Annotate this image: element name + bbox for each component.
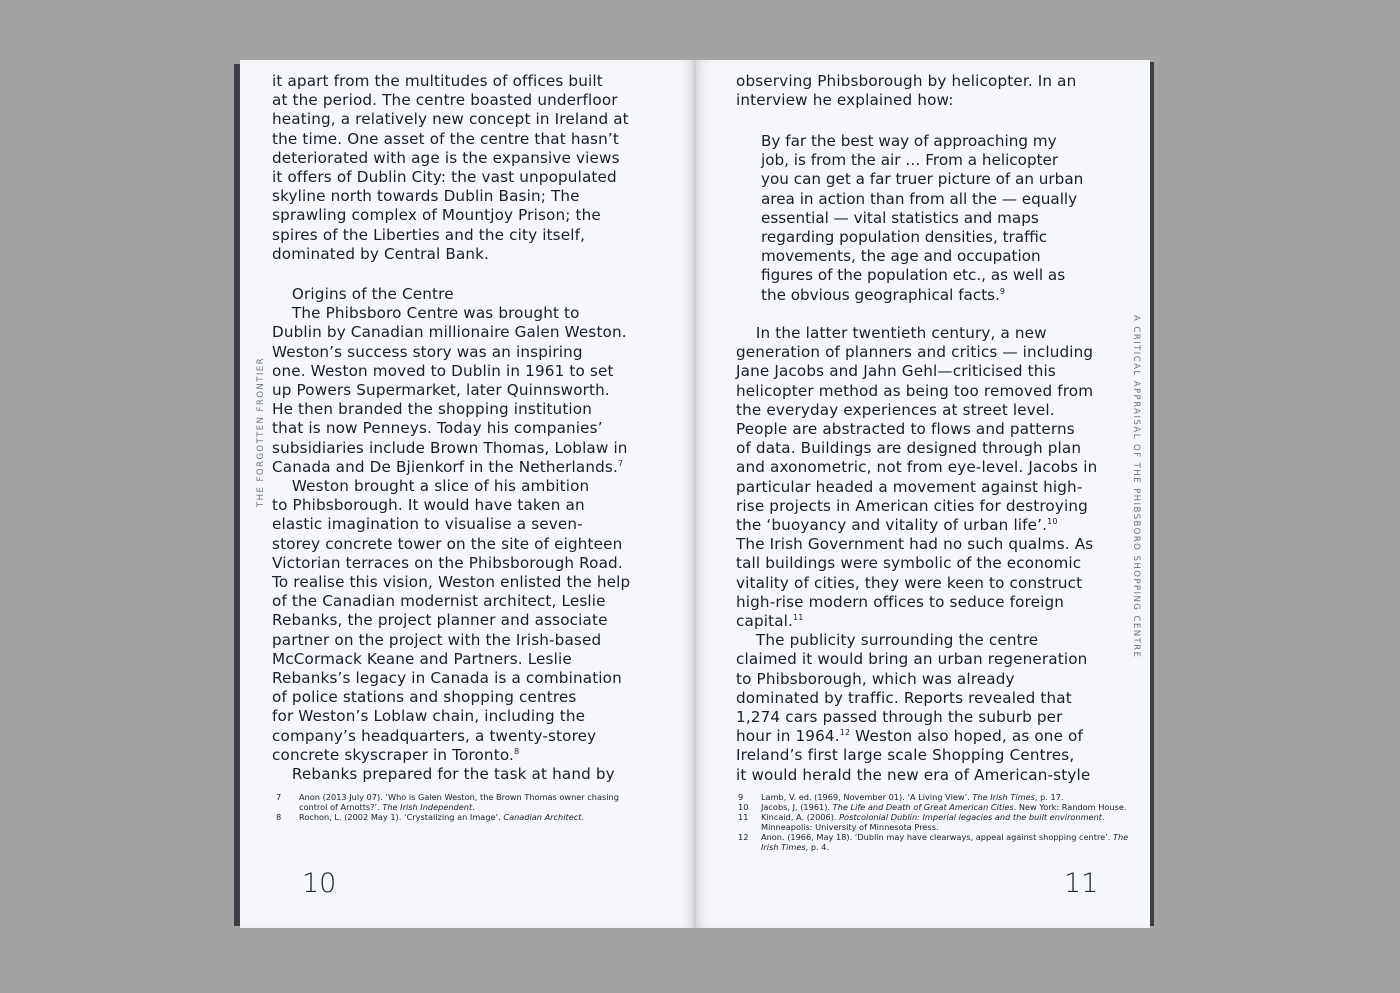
footnote-ref-8[interactable]: 8 [513, 746, 520, 756]
footnote-text: Anon. (1966, May 18). ‘Dublin may have clearways, appeal against shopping centre’. The Irish Times, p. 4. [761, 832, 1129, 852]
footnote-ref-10[interactable]: 10 [1047, 517, 1058, 527]
footnote [738, 802, 1138, 812]
footnote-number: 8 [276, 812, 282, 822]
running-head-right: A CRITICAL APPRAISAL OF THE PHIBSBORO SHOPPING CENTRE [1131, 315, 1141, 659]
footnote-ref-7[interactable]: 7 [617, 458, 624, 468]
footnote-text: Jacobs, J, (1961). The Life and Death of Great American Cities. New York: Random House. [761, 802, 1127, 812]
footnote [276, 812, 646, 822]
left-body-paragraph-1: it apart from the multitudes of offices built at the period. The centre boasted underfloor heating, a relatively new concept in Ireland at the time. One asset of the centre that hasn’t deteriorated with age is the expansive views it offers of Dublin City: the vast unpopulated skyline north towards Dublin Basin; The sprawling complex of Mountjoy Prison; the spires of the Liberties and the city itself, dominated by Central Bank. [272, 72, 629, 263]
right-page [696, 60, 1150, 928]
footnote-number: 12 [738, 832, 749, 842]
right-body-paragraph-1: observing Phibsborough by helicopter. In an interview he explained how: [736, 72, 1077, 110]
footnote [738, 792, 1138, 802]
left-body-paragraph-4: Rebanks prepared for the task at hand by [272, 765, 615, 784]
footnote-ref-9[interactable]: 9 [999, 286, 1006, 296]
right-body-paragraph-2: In the latter twentieth century, a new generation of planners and critics — including Jane Jacobs and Jahn Gehl—criticised this helicopter method as being too removed from the everyday experiences at street level. People are abstracted to flows and patterns of data. Buildings are designed through plan and axonometric, not from eye-level. Jacobs in particular headed a movement against high- rise projects in American cities for destroying the ‘buoyancy and vitality of urban life’. [736, 324, 1098, 535]
running-head-left: THE FORGOTTEN FRONTIER [256, 356, 266, 507]
left-page [240, 60, 695, 928]
block-quote: By far the best way of approaching my job, is from the air … From a helicopter you can get a far truer picture of an urban area in action than from all the — equally essential — vital statistics and maps regarding population densities, traffic movements, the age and occupation figures of the population etc., as well as the obvious geographical facts.$^9$ [761, 132, 1084, 304]
footnote-text: Lamb, V. ed. (1969, November 01). ‘A Living View’. The Irish Times, p. 17. [761, 792, 1064, 802]
footnote [738, 832, 1138, 852]
footnote-ref-12[interactable]: 12 [839, 728, 851, 738]
page-number-left: 10 [302, 868, 337, 899]
footnote-ref-11[interactable]: 11 [793, 613, 804, 623]
page-number-right: 11 [1064, 868, 1099, 899]
section-heading: Origins of the Centre [272, 285, 454, 303]
footnote-number: 10 [738, 802, 749, 812]
footnote-number: 9 [738, 792, 744, 802]
left-body-section [272, 285, 630, 784]
footnote-number: 11 [738, 812, 749, 822]
footnote-text: Rochon, L. (2002 May 1). ‘Crystalizing an Image’. Canadian Architect. [299, 812, 585, 822]
left-body-paragraph-2: The Phibsboro Centre was brought to Dublin by Canadian millionaire Galen Weston. Weston’s success story was an inspiring one. Weston moved to Dublin in 1961 to set up Powers Supermarket, later Quinnsworth. He then branded the shopping institution that is now Penneys. Today his companies’ subsidiaries include Brown Thomas, Loblaw in Canada and De Bjienkorf in the Netherlands. [272, 304, 628, 476]
footnote-text: Kincaid, A. (2006). Postcolonial Dublin: Imperial legacies and the built environment. Minneapolis: University of Minnesota Press. [761, 812, 1105, 832]
footnote [276, 792, 646, 812]
right-body-paragraph-3b: Weston also hoped, as one of Ireland’s first large scale Shopping Centres, it would herald the new era of American-style [736, 727, 1091, 784]
right-body-section [736, 324, 1097, 785]
left-body-paragraph-3: Weston brought a slice of his ambition to Phibsborough. It would have taken an elastic imagination to visualise a seven- storey concrete tower on the site of eighteen Victorian terraces on the Phibsborough Road. To realise this vision, Weston enlisted the help of the Canadian modernist architect, Leslie Rebanks, the project planner and associate partner on the project with the Irish-based McCormack Keane and Partners. Leslie Rebanks’s legacy in Canada is a combination of police stations and shopping centres for Weston’s Loblaw chain, including the company’s headquarters, a twenty-storey concrete skyscraper in Toronto. [272, 477, 631, 764]
left-footnotes [276, 792, 646, 822]
right-body-paragraph-2b: The Irish Government had no such qualms. As tall buildings were symbolic of the economic vitality of cities, they were keen to construct high-rise modern offices to seduce foreign capital. [736, 535, 1094, 631]
footnote-number: 7 [276, 792, 282, 802]
footnote-text: Anon (2013 July 07). ‘Who is Galen Weston, the Brown Thomas owner chasing control of Arnotts?’. The Irish Independent. [299, 792, 619, 812]
right-footnotes [738, 792, 1138, 852]
right-body-paragraph-3: The publicity surrounding the centre claimed it would bring an urban regeneration to Phibsborough, which was already dominated by traffic. Reports revealed that 1,274 cars passed through the suburb per hour in 1964. [736, 631, 1088, 746]
footnote [738, 812, 1138, 832]
